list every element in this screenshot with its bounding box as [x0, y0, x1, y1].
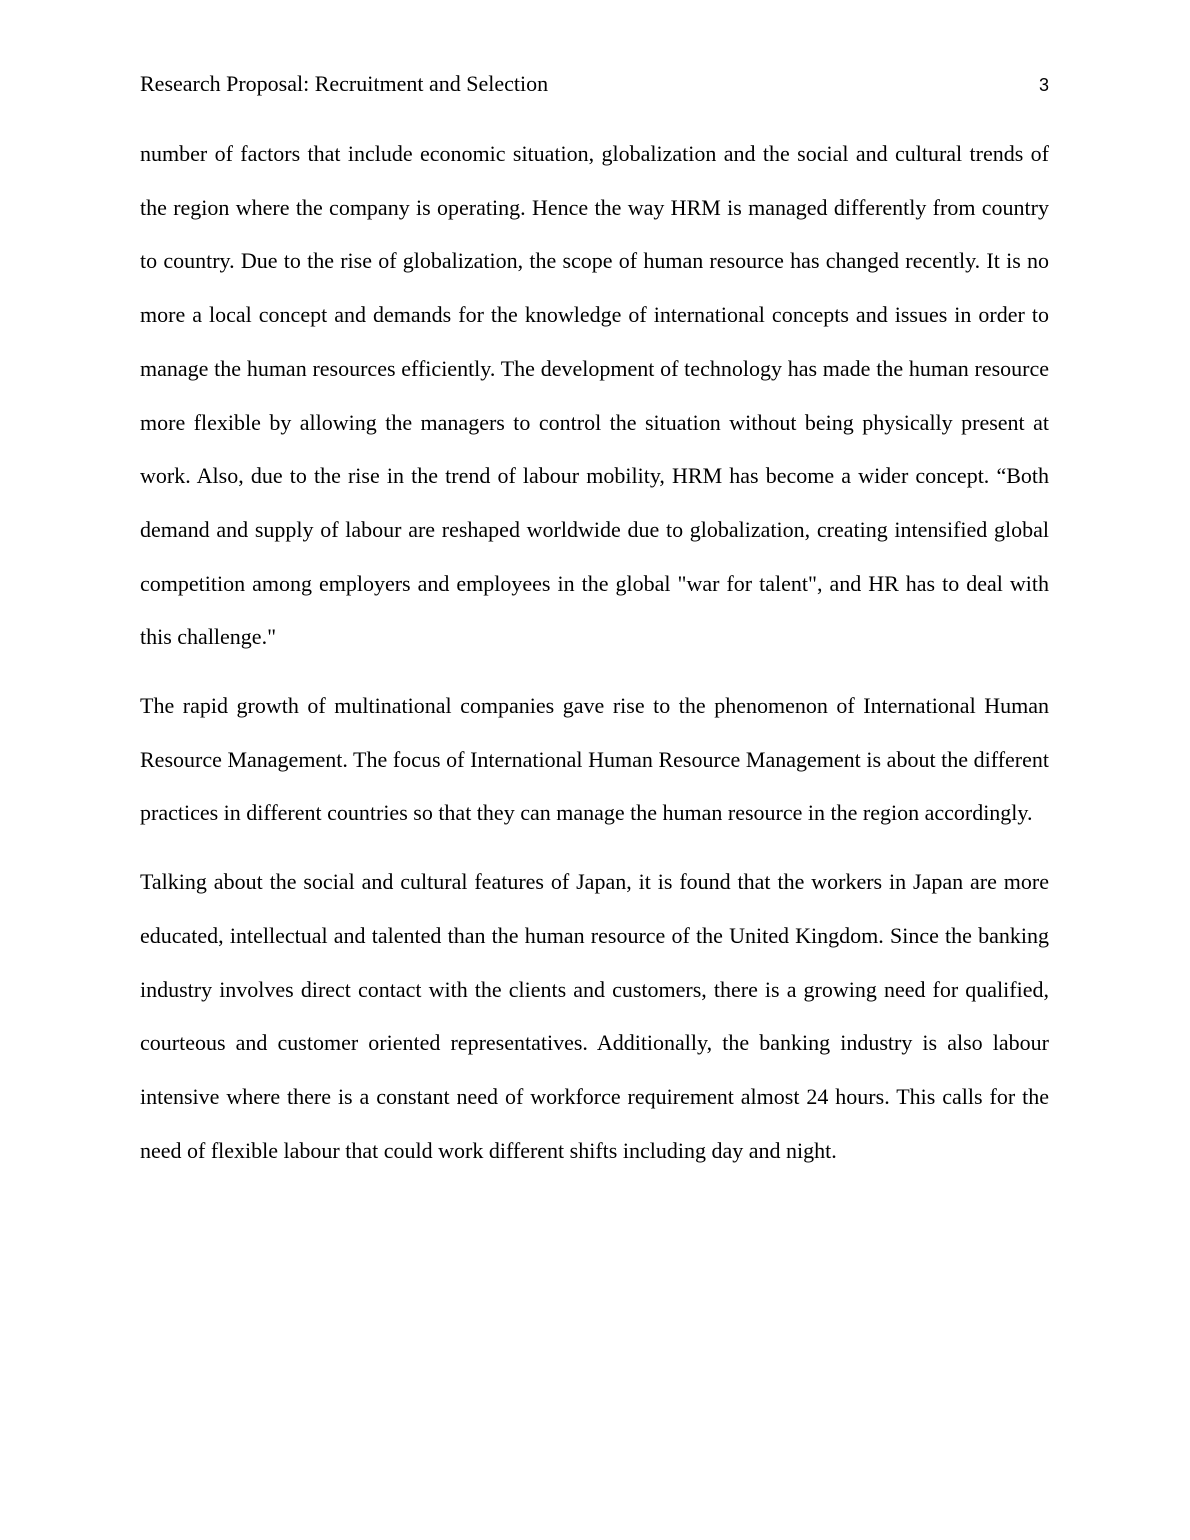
paragraph-1: number of factors that include economic situation, globalization and the social and cultural trends of the region where the company is operating. Hence the way HRM is managed differently from country to country. Due to the rise of globalization, the scope of human resource has changed recently. It is no more a local concept and demands for the knowledge of international concepts and issues in order to manage the human resources efficiently. The development of technology has made the human resource more flexible by allowing the managers to control the situation without being physically present at work. Also, due to the rise in the trend of labour mobility, HRM has become a wider concept. “Both demand and supply of labour are reshaped worldwide due to globalization, creating intensified global competition among employers and employees in the global "war for talent", and HR has to deal with this challenge."	[140, 141, 1049, 650]
body-text	[140, 127, 1049, 1177]
running-head	[140, 68, 1049, 100]
paragraph-3: Talking about the social and cultural features of Japan, it is found that the workers in Japan are more educated, intellectual and talented than the human resource of the United Kingdom. Since the banking industry involves direct contact with the clients and customers, there is a growing need for qualified, courteous and customer oriented representatives. Additionally, the banking industry is also labour intensive where there is a constant need of workforce requirement almost 24 hours. This calls for the need of flexible labour that could work different shifts including day and night.	[140, 869, 1049, 1163]
running-head-title: Research Proposal: Recruitment and Selection	[140, 71, 549, 96]
page-number: 3	[1038, 75, 1049, 95]
paragraph-2: The rapid growth of multinational companies gave rise to the phenomenon of International Human Resource Management. The focus of International Human Resource Management is about the different practices in different countries so that they can manage the human resource in the region accordingly.	[140, 693, 1049, 826]
